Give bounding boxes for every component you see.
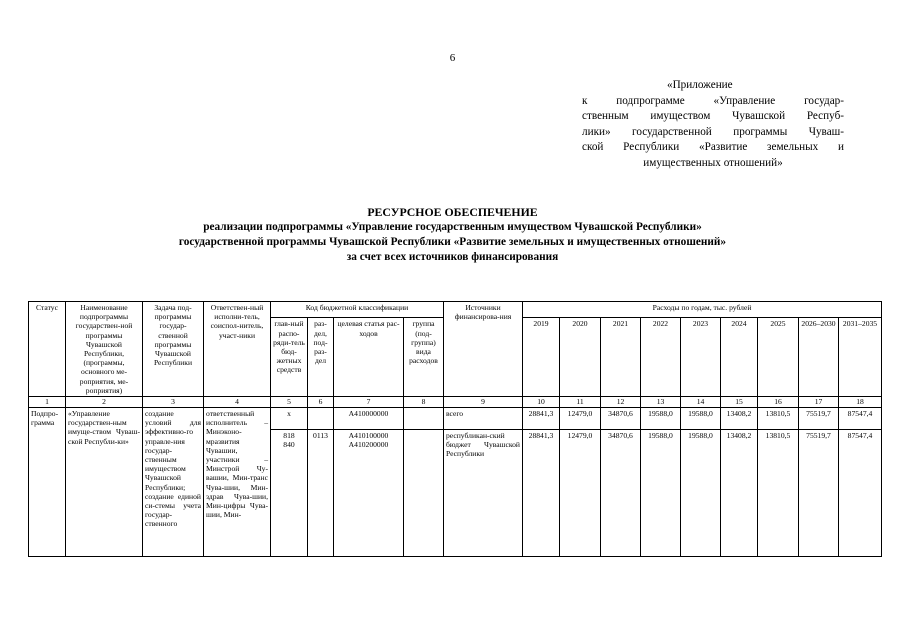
column-number: 5	[271, 397, 308, 408]
column-number: 7	[334, 397, 404, 408]
header-budget-code: Код бюджетной классификации	[271, 302, 444, 318]
appendix-line: ственным имуществом Чувашской Респуб-	[582, 110, 844, 122]
header-year: 2019	[523, 318, 560, 397]
header-sources: Источники финансирова-ния	[444, 302, 523, 397]
value-cell: 28841,3	[523, 408, 560, 430]
header-task: Задача под-программы государ-ственной программы Чувашской Республики	[143, 302, 204, 397]
target-cell	[334, 430, 404, 557]
value-cell: 19588,0	[641, 430, 681, 557]
value-cell: 12479,0	[560, 408, 601, 430]
column-number: 11	[560, 397, 601, 408]
group-cell	[404, 430, 444, 557]
column-number: 17	[799, 397, 839, 408]
header-year: 2023	[681, 318, 721, 397]
value-cell: 19588,0	[681, 408, 721, 430]
value-cell: 87547,4	[839, 430, 882, 557]
source-cell: всего	[444, 408, 523, 430]
value-cell: 75519,7	[799, 430, 839, 557]
header-responsible: Ответствен-ный исполни-тель, соиспол-нитель, участ-ники	[204, 302, 271, 397]
group-cell	[404, 408, 444, 430]
header-year: 2026–2030	[799, 318, 839, 397]
column-number: 1	[29, 397, 66, 408]
document-title	[0, 205, 905, 265]
header-year: 2022	[641, 318, 681, 397]
target-code: А410200000	[348, 440, 389, 450]
appendix-line: «Приложение	[667, 79, 733, 91]
value-cell: 19588,0	[641, 408, 681, 430]
section-cell	[308, 408, 334, 430]
name-cell: «Управление государствен-ным имуще-ством Чуваш-ской Республи-ки»	[66, 408, 143, 557]
column-number: 10	[523, 397, 560, 408]
title-line: реализации подпрограммы «Управление государственным имуществом Чувашской Республики»	[203, 221, 702, 233]
column-number-row	[29, 397, 882, 408]
column-number: 16	[758, 397, 799, 408]
grbs-cell	[271, 430, 308, 557]
value-cell: 75519,7	[799, 408, 839, 430]
header-target: целевая статья рас-ходов	[334, 318, 404, 397]
column-number: 3	[143, 397, 204, 408]
target-code: А410100000	[348, 431, 389, 441]
header-year: 2020	[560, 318, 601, 397]
appendix-line: лики» государственной программы Чуваш-	[582, 125, 844, 138]
column-number: 12	[601, 397, 641, 408]
value-cell: 87547,4	[839, 408, 882, 430]
value-cell: 34870,6	[601, 430, 641, 557]
column-number: 18	[839, 397, 882, 408]
target-cell: А410000000	[334, 408, 404, 430]
appendix-line: ской Республики «Развитие земельных и	[582, 141, 844, 153]
column-number: 15	[721, 397, 758, 408]
header-year: 2025	[758, 318, 799, 397]
header-row	[29, 302, 882, 318]
column-number: 2	[66, 397, 143, 408]
task-cell: создание условий для эффективно-го управле-ния государ-ственным имуществом Чувашской Республики; создание единой си-стемы учета государ-ственного	[143, 408, 204, 557]
header-grbs: глав-ный распо-ряди-тель бюд-жетных средств	[271, 318, 308, 397]
header-status: Статус	[29, 302, 66, 397]
header-year: 2024	[721, 318, 758, 397]
responsible-cell: ответственный исполнитель – Минэконо-мразвития Чувашии, участники – Минстрой Чу-вашии, Мин-транс Чува-шии, Мин-здрав Чува-шии, Мин-цифры Чува-шии, Мин-	[204, 408, 271, 557]
source-cell: республикан-ский бюджет Чувашской Республики	[444, 430, 523, 557]
section-cell: 0113	[308, 430, 334, 557]
value-cell: 13810,5	[758, 408, 799, 430]
header-section: раз-дел, под-раз-дел	[308, 318, 334, 397]
value-cell: 34870,6	[601, 408, 641, 430]
column-number: 4	[204, 397, 271, 408]
header-expenses: Расходы по годам, тыс. рублей	[523, 302, 882, 318]
page-number: 6	[449, 52, 456, 64]
column-number: 13	[641, 397, 681, 408]
value-cell: 13408,2	[721, 408, 758, 430]
title-line: государственной программы Чувашской Республики «Развитие земельных и имущественных отношений»	[178, 236, 727, 248]
value-cell: 28841,3	[523, 430, 560, 557]
column-number: 8	[404, 397, 444, 408]
appendix-line: имущественных отношений»	[643, 156, 783, 169]
header-year: 2031–2035	[839, 318, 882, 397]
value-cell: 12479,0	[560, 430, 601, 557]
column-number: 6	[308, 397, 334, 408]
grbs-code: 840	[283, 440, 295, 450]
header-group: группа (под-группа) вида расходов	[404, 318, 444, 397]
value-cell: 13408,2	[721, 430, 758, 557]
column-number: 14	[681, 397, 721, 408]
appendix-line: к подпрограмме «Управление государ-	[582, 94, 844, 107]
title-line: за счет всех источников финансирования	[346, 251, 559, 263]
grbs-cell: x	[271, 408, 308, 430]
value-cell: 13810,5	[758, 430, 799, 557]
title-main: РЕСУРСНОЕ ОБЕСПЕЧЕНИЕ	[367, 205, 538, 219]
resource-table	[28, 301, 882, 557]
header-year: 2021	[601, 318, 641, 397]
column-number: 9	[444, 397, 523, 408]
table-row	[29, 408, 882, 430]
value-cell: 19588,0	[681, 430, 721, 557]
status-cell: Подпро-грамма	[29, 408, 66, 557]
grbs-code: 818	[283, 431, 295, 441]
header-name: Наименование подпрограммы государствен-ной программы Чувашской Республики, (программы, основного ме-роприятия, ме-роприятия)	[66, 302, 143, 397]
appendix-note	[582, 78, 844, 171]
